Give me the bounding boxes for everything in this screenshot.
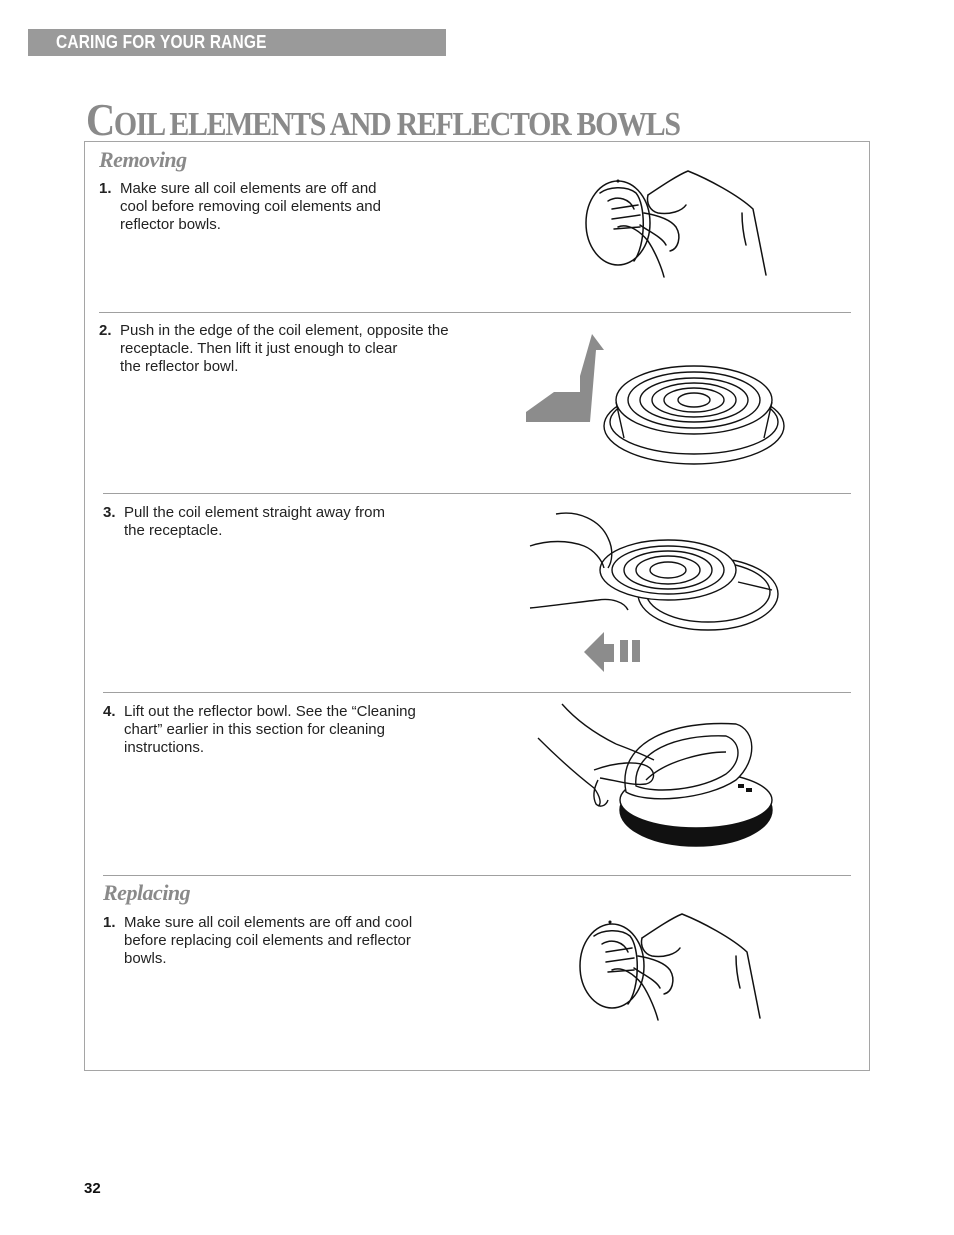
step-text-line: Make sure all coil elements are off and <box>120 180 377 197</box>
title-rest: OIL ELEMENTS AND REFLECTOR BOWLS <box>113 106 680 143</box>
step-number: 1. <box>103 914 116 931</box>
lift-coil-illustration <box>524 330 788 470</box>
knob-hand-illustration <box>578 165 778 283</box>
step-number: 3. <box>103 504 116 521</box>
removing-step-2 <box>99 322 499 382</box>
page-number: 32 <box>84 1180 101 1197</box>
pull-coil-illustration <box>528 510 782 678</box>
knob-hand-illustration <box>572 908 772 1026</box>
step-divider <box>103 692 851 693</box>
section-label: CARING FOR YOUR RANGE <box>56 32 267 52</box>
removing-step-1 <box>99 180 499 240</box>
step-number: 4. <box>103 703 116 720</box>
removing-step-3 <box>103 504 503 544</box>
title-first-letter: C <box>86 94 114 145</box>
lift-bowl-illustration <box>536 700 776 850</box>
section-banner <box>28 29 446 56</box>
step-number: 2. <box>99 322 112 339</box>
step-text-line: Pull the coil element straight away from <box>124 504 385 521</box>
step-text-line: before replacing coil elements and reflector <box>124 932 411 949</box>
step-text-line: reflector bowls. <box>120 216 221 233</box>
step-text-line: cool before removing coil elements and <box>120 198 381 215</box>
page-title <box>86 93 680 146</box>
step-text-line: receptacle. Then lift it just enough to clear <box>120 340 398 357</box>
step-text-line: Make sure all coil elements are off and cool <box>124 914 413 931</box>
step-text-line: Push in the edge of the coil element, opposite the <box>120 322 449 339</box>
step-divider <box>99 312 851 313</box>
step-divider <box>103 493 851 494</box>
step-text-line: Lift out the reflector bowl. See the “Cleaning <box>124 703 416 720</box>
step-text-line: chart” earlier in this section for cleaning <box>124 721 385 738</box>
step-text-line: instructions. <box>124 739 205 756</box>
replacing-heading: Replacing <box>103 880 191 905</box>
removing-heading: Removing <box>99 147 187 172</box>
step-number: 1. <box>99 180 112 197</box>
step-text-line: the reflector bowl. <box>120 358 239 375</box>
section-divider <box>103 875 851 876</box>
step-text-line: the receptacle. <box>124 522 223 539</box>
step-text-line: bowls. <box>124 950 167 967</box>
removing-step-4 <box>103 703 503 763</box>
replacing-step-1 <box>103 914 503 974</box>
